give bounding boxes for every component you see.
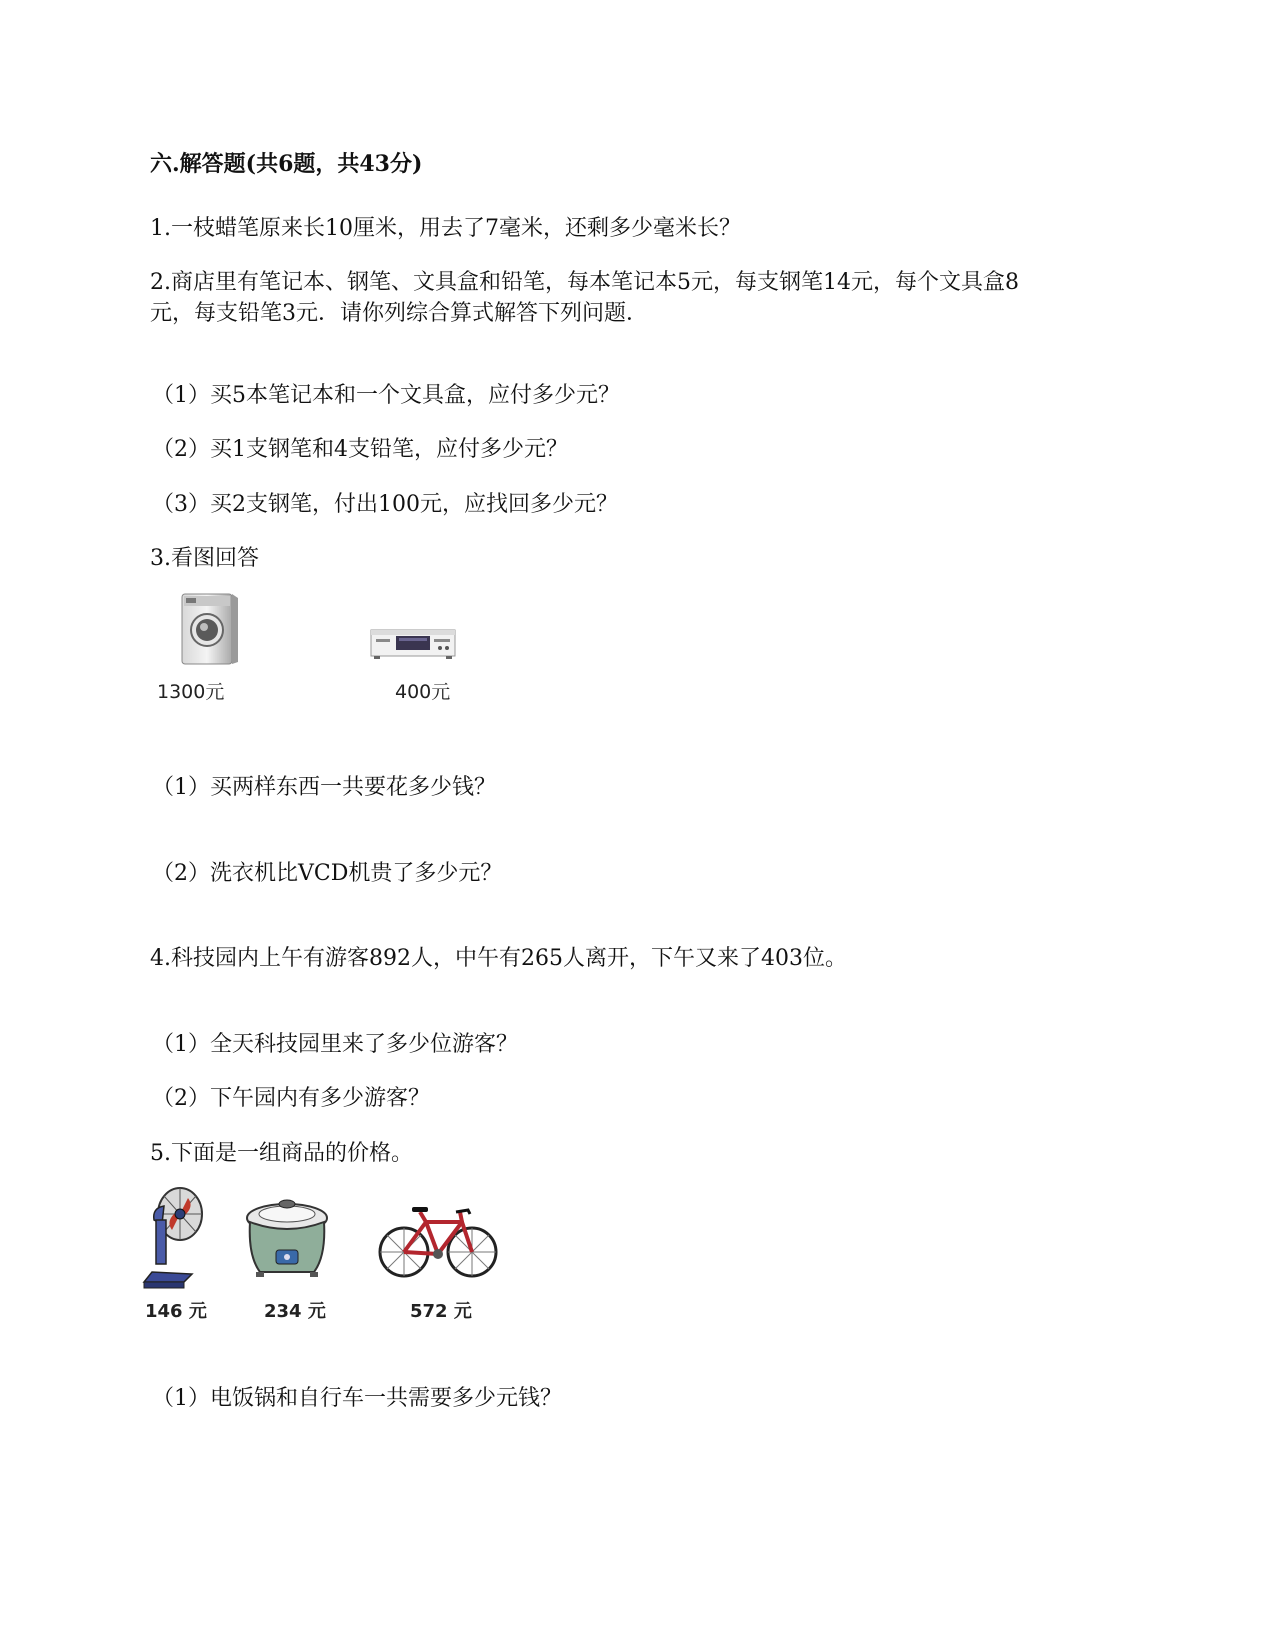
question-5: 5.下面是一组商品的价格。 bbox=[150, 1141, 413, 1166]
electric-fan-price: 146 元 bbox=[145, 1301, 207, 1322]
question-2-sub-1: （1）买5本笔记本和一个文具盒，应付多少元？ bbox=[152, 383, 620, 408]
question-3: 3.看图回答 bbox=[150, 546, 259, 571]
question-3-sub-2: （2）洗衣机比VCD机贵了多少元？ bbox=[152, 861, 503, 886]
question-4-sub-2: （2）下午园内有多少游客？ bbox=[152, 1086, 430, 1111]
section-title: 六.解答题(共6题，共43分) bbox=[150, 151, 423, 177]
washing-machine-icon bbox=[178, 590, 242, 668]
question-2-sub-3: （3）买2支钢笔，付出100元，应找回多少元？ bbox=[152, 492, 618, 517]
vcd-player-price: 400元 bbox=[395, 681, 451, 703]
question-1: 1.一枝蜡笔原来长10厘米，用去了7毫米，还剩多少毫米长？ bbox=[150, 216, 741, 241]
question-3-sub-1: （1）买两样东西一共要花多少钱？ bbox=[152, 775, 496, 800]
rice-cooker-price: 234 元 bbox=[264, 1301, 326, 1322]
washing-machine-price: 1300元 bbox=[157, 681, 225, 703]
rice-cooker-icon bbox=[242, 1196, 332, 1280]
bicycle-icon bbox=[376, 1198, 500, 1282]
electric-fan-icon bbox=[142, 1184, 204, 1292]
question-5-sub-1: （1）电饭锅和自行车一共需要多少元钱？ bbox=[152, 1386, 562, 1411]
question-2-line-1: 2.商店里有笔记本、钢笔、文具盒和铅笔，每本笔记本5元，每支钢笔14元，每个文具盒8 bbox=[150, 270, 1019, 295]
question-2-sub-2: （2）买1支钢笔和4支铅笔，应付多少元？ bbox=[152, 437, 568, 462]
question-2-line-2: 元，每支铅笔3元．请你列综合算式解答下列问题． bbox=[150, 301, 648, 326]
vcd-player-icon bbox=[370, 626, 456, 662]
question-4: 4.科技园内上午有游客892人，中午有265人离开，下午又来了403位。 bbox=[150, 946, 847, 971]
bicycle-price: 572 元 bbox=[410, 1301, 472, 1322]
question-4-sub-1: （1）全天科技园里来了多少位游客？ bbox=[152, 1032, 518, 1057]
